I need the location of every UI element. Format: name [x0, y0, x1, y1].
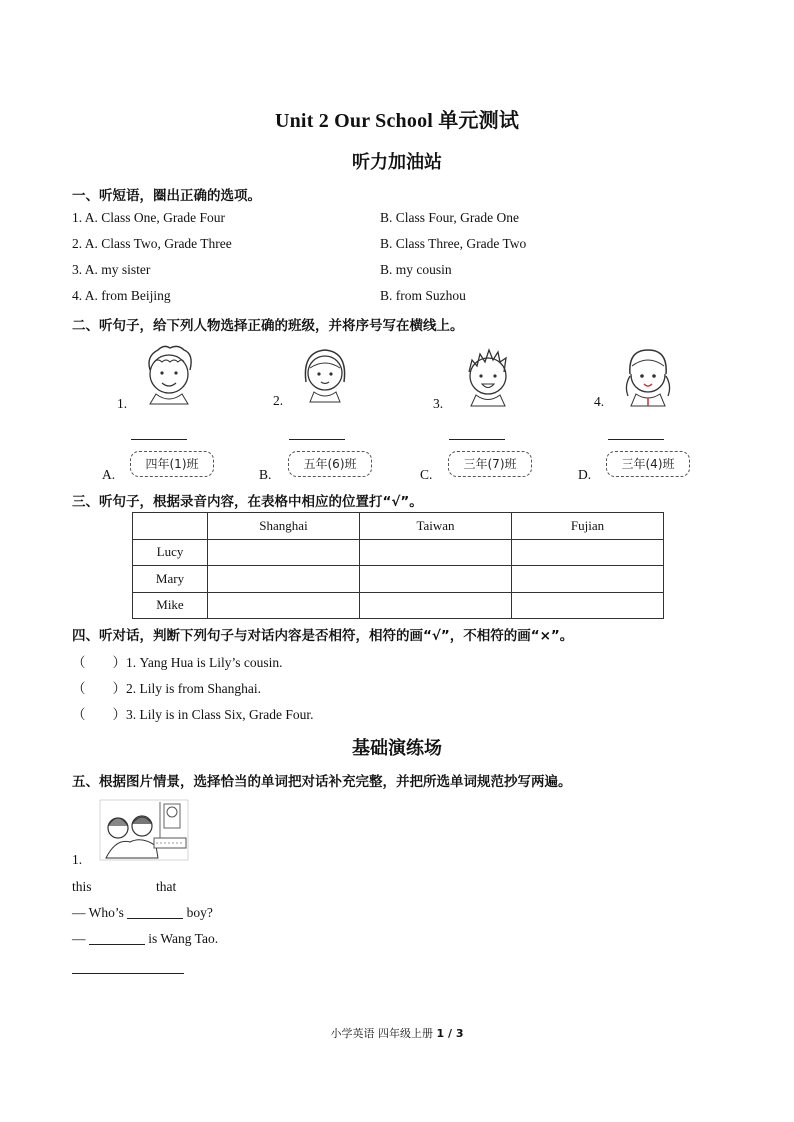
- copy-word-line[interactable]: [72, 972, 184, 974]
- s5-item-number: 1.: [72, 852, 83, 867]
- answer-cell[interactable]: [360, 539, 512, 566]
- section3-heading: 三、听句子，根据录音内容，在表格中相应的位置打“√”。: [72, 494, 423, 510]
- dialogue-question: [72, 905, 213, 921]
- answer-paren[interactable]: （ ）: [72, 681, 126, 696]
- answer-cell[interactable]: [208, 592, 360, 619]
- table-header-cell: [133, 513, 208, 540]
- girl-pigtails-illustration: [618, 342, 678, 408]
- question-end: boy?: [186, 905, 213, 920]
- boy-curly-hair-illustration: [138, 340, 200, 406]
- answer-start: —: [72, 931, 86, 946]
- answer-cell[interactable]: [208, 539, 360, 566]
- s1-item3-b: B. my cousin: [380, 262, 452, 277]
- fill-blank-2[interactable]: [89, 943, 145, 945]
- part-heading-listening: 听力加油站: [352, 152, 442, 172]
- dialogue-answer: [72, 931, 218, 947]
- answer-cell[interactable]: [360, 592, 512, 619]
- s4-item1: [72, 651, 283, 671]
- answer-blank-2[interactable]: [289, 438, 345, 440]
- class-option-a: 四年(1)班: [130, 451, 214, 477]
- answer-paren[interactable]: （ ）: [72, 655, 126, 670]
- section1-heading: 一、听短语，圈出正确的选项。: [72, 188, 261, 204]
- section5-heading: 五、根据图片情景，选择恰当的单词把对话补充完整，并把所选单词规范抄写两遍。: [72, 774, 572, 790]
- s4-item2: [72, 677, 261, 697]
- s1-item4-a: 4. A. from Beijing: [72, 288, 171, 303]
- classroom-scene-illustration: [98, 798, 190, 862]
- location-table: [132, 512, 664, 619]
- s4-item1-text: 1. Yang Hua is Lily’s cousin.: [126, 655, 283, 670]
- s4-item2-text: 2. Lily is from Shanghai.: [126, 681, 261, 696]
- answer-cell[interactable]: [512, 566, 664, 593]
- row-label-cell: Mike: [133, 592, 208, 619]
- class-option-c: 三年(7)班: [448, 451, 532, 477]
- option-letter-d: D.: [578, 467, 592, 482]
- person-number-2: 2.: [273, 393, 284, 408]
- person-number-3: 3.: [433, 396, 444, 411]
- s1-item1-b: B. Class Four, Grade One: [380, 210, 519, 225]
- word-choice-that: that: [156, 879, 177, 894]
- section2-heading: 二、听句子，给下列人物选择正确的班级，并将序号写在横线上。: [72, 318, 464, 334]
- class-option-b: 五年(6)班: [288, 451, 372, 477]
- answer-end: is Wang Tao.: [148, 931, 219, 946]
- table-row: [133, 592, 664, 619]
- answer-cell[interactable]: [512, 592, 664, 619]
- page-title: Unit 2 Our School 单元测试: [274, 110, 520, 132]
- table-row: [133, 539, 664, 566]
- s1-item2-b: B. Class Three, Grade Two: [380, 236, 527, 251]
- row-label-cell: Lucy: [133, 539, 208, 566]
- part-heading-basics: 基础演练场: [352, 738, 442, 758]
- answer-blank-3[interactable]: [449, 438, 505, 440]
- s1-item4-b: B. from Suzhou: [380, 288, 466, 303]
- s4-item3: [72, 703, 314, 723]
- table-header-cell: Fujian: [512, 513, 664, 540]
- option-letter-b: B.: [259, 467, 272, 482]
- option-letter-a: A.: [102, 467, 116, 482]
- answer-blank-1[interactable]: [131, 438, 187, 440]
- boy-spiky-hair-illustration: [458, 342, 518, 408]
- answer-cell[interactable]: [360, 566, 512, 593]
- table-header-cell: Shanghai: [208, 513, 360, 540]
- fill-blank-1[interactable]: [127, 917, 183, 919]
- footer-text: 小学英语 四年级上册: [330, 1027, 433, 1040]
- person-number-4: 4.: [594, 394, 605, 409]
- s1-item3-a: 3. A. my sister: [72, 262, 151, 277]
- s1-item2-a: 2. A. Class Two, Grade Three: [72, 236, 232, 251]
- class-option-d: 三年(4)班: [606, 451, 690, 477]
- answer-paren[interactable]: （ ）: [72, 707, 126, 722]
- table-row: [133, 566, 664, 593]
- s4-item3-text: 3. Lily is in Class Six, Grade Four.: [126, 707, 314, 722]
- table-header-row: [133, 513, 664, 540]
- option-letter-c: C.: [420, 467, 433, 482]
- answer-blank-4[interactable]: [608, 438, 664, 440]
- section4-heading: 四、听对话，判断下列句子与对话内容是否相符，相符的画“√”，不相符的画“×”。: [72, 628, 574, 644]
- answer-cell[interactable]: [208, 566, 360, 593]
- girl-bob-hair-illustration: [296, 342, 354, 404]
- answer-cell[interactable]: [512, 539, 664, 566]
- word-choice-this: this: [72, 879, 92, 894]
- page-number: 1 / 3: [436, 1027, 464, 1040]
- question-start: — Who’s: [72, 905, 124, 920]
- table-header-cell: Taiwan: [360, 513, 512, 540]
- s1-item1-a: 1. A. Class One, Grade Four: [72, 210, 225, 225]
- person-number-1: 1.: [117, 396, 128, 411]
- row-label-cell: Mary: [133, 566, 208, 593]
- page-footer: [0, 1025, 794, 1041]
